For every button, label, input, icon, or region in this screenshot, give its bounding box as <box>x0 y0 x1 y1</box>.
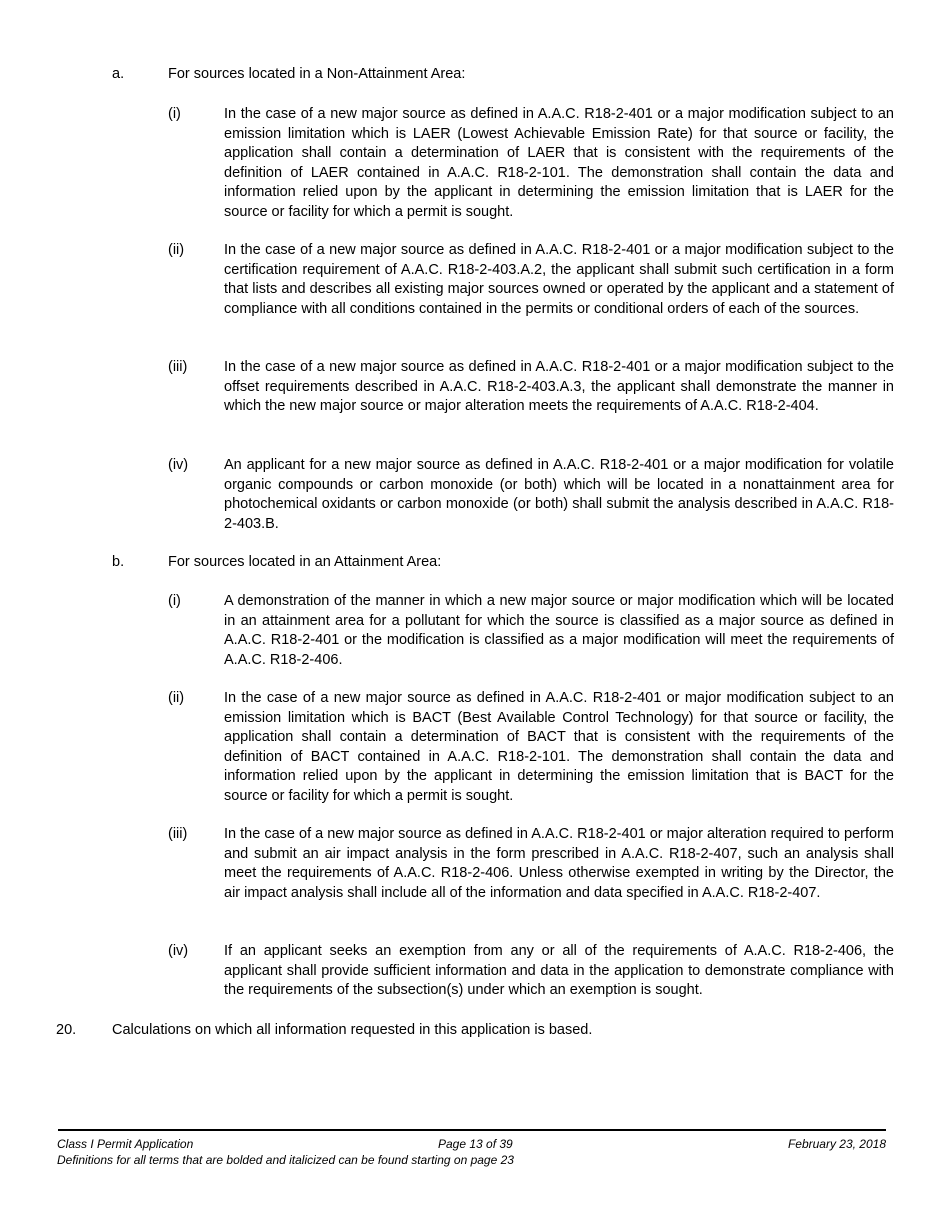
section-a-heading: For sources located in a Non-Attainment Area: <box>168 66 466 82</box>
footer-date: February 23, 2018 <box>787 1137 886 1151</box>
section-b-item-2-text: In the case of a new major source as defined in A.A.C. R18-2-401 or major modification subject to an emission limitation which is BACT (Best Available Control Technology) for that source or facility, the application shall contain a determination of BACT that is consistent with the requirements of the definition of BACT contained in A.A.C. R18-2-101. The demonstration shall contain the data and information relied upon by the applicant in determining the emission limitation that is BACT for the source or facility for which a permit is sought. <box>224 690 894 804</box>
section-a-item-1-text: In the case of a new major source as defined in A.A.C. R18-2-401 or a major modification subject to an emission limitation which is LAER (Lowest Achievable Emission Rate) for that source or facility, the application shall contain a determination of LAER that is consistent with the requirements of the definition of LAER contained in A.A.C. R18-2-101. The demonstration shall contain the data and information relied upon by the applicant in determining the emission limitation that is LAER for the source or facility for which a permit is sought. <box>224 106 894 220</box>
section-a-item-3-text: In the case of a new major source as defined in A.A.C. R18-2-401 or a major modification subject to the offset requirements described in A.A.C. R18-2-403.A.3, the applicant shall demonstrate the manner in which the new major source or major alteration meets the requirements of A.A.C. R18-2-404. <box>224 359 894 414</box>
section-b-label: b. <box>112 554 125 570</box>
section-a-item-2-num: (ii) <box>168 242 185 258</box>
section-a-item-3-num: (iii) <box>168 359 188 375</box>
section-a-item-1-num: (i) <box>168 106 181 122</box>
section-b-item-3-text: In the case of a new major source as defined in A.A.C. R18-2-401 or major alteration required to perform and submit an air impact analysis in the form prescribed in A.A.C. R18-2-407, such an analysis shall meet the requirements of A.A.C. R18-2-406. Unless otherwise exempted in writing by the Director, the air impact analysis shall include all of the information and data specified in A.A.C. R18-2-407. <box>224 826 894 901</box>
section-b-item-4-num: (iv) <box>168 943 189 959</box>
section-b-heading: For sources located in an Attainment Area: <box>168 554 442 570</box>
section-a-item-2-text: In the case of a new major source as defined in A.A.C. R18-2-401 or a major modification subject to the certification requirement of A.A.C. R18-2-403.A.2, the applicant shall submit such certification in a form that lists and describes all existing major sources owned or operated by the applicant and a statement of compliance with all conditions contained in the permits or conditional orders of each of the sources. <box>224 242 894 317</box>
footer-rule <box>58 1129 886 1131</box>
section-a-item-4-text: An applicant for a new major source as defined in A.A.C. R18-2-401 or a major modification for volatile organic compounds or carbon monoxide (or both) which will be located in a nonattainment area for photochemical oxidants or carbon monoxide (or both) shall submit the analysis described in A.A.C. R18-2-403.B. <box>224 457 894 532</box>
section-a-item-4-num: (iv) <box>168 457 189 473</box>
section-b-item-1-text: A demonstration of the manner in which a new major source or major modification which will be located in an attainment area for a pollutant for which the source is classified as a major source as defined in A.A.C. R18-2-401 or the modification is classified as a major modification will meet the requirements of A.A.C. R18-2-406. <box>224 593 894 668</box>
footer-document-title: Class I Permit Application <box>57 1137 194 1151</box>
section-b-item-2-num: (ii) <box>168 690 185 706</box>
footer-page-number: Page 13 of 39 <box>438 1137 513 1151</box>
section-a-label: a. <box>112 66 125 82</box>
section-b-item-1-num: (i) <box>168 593 181 609</box>
footer-definitions-note: Definitions for all terms that are bolded and italicized can be found starting on page 23 <box>57 1153 514 1167</box>
section-b-item-4-text: If an applicant seeks an exemption from any or all of the requirements of A.A.C. R18-2-406, the applicant shall provide sufficient information and data in the application to demonstrate compliance with the requirements of the subsection(s) under which an exemption is sought. <box>224 943 894 998</box>
section-b-item-3-num: (iii) <box>168 826 188 842</box>
item-20-label: 20. <box>56 1022 77 1038</box>
item-20-text: Calculations on which all information requested in this application is based. <box>112 1022 593 1038</box>
